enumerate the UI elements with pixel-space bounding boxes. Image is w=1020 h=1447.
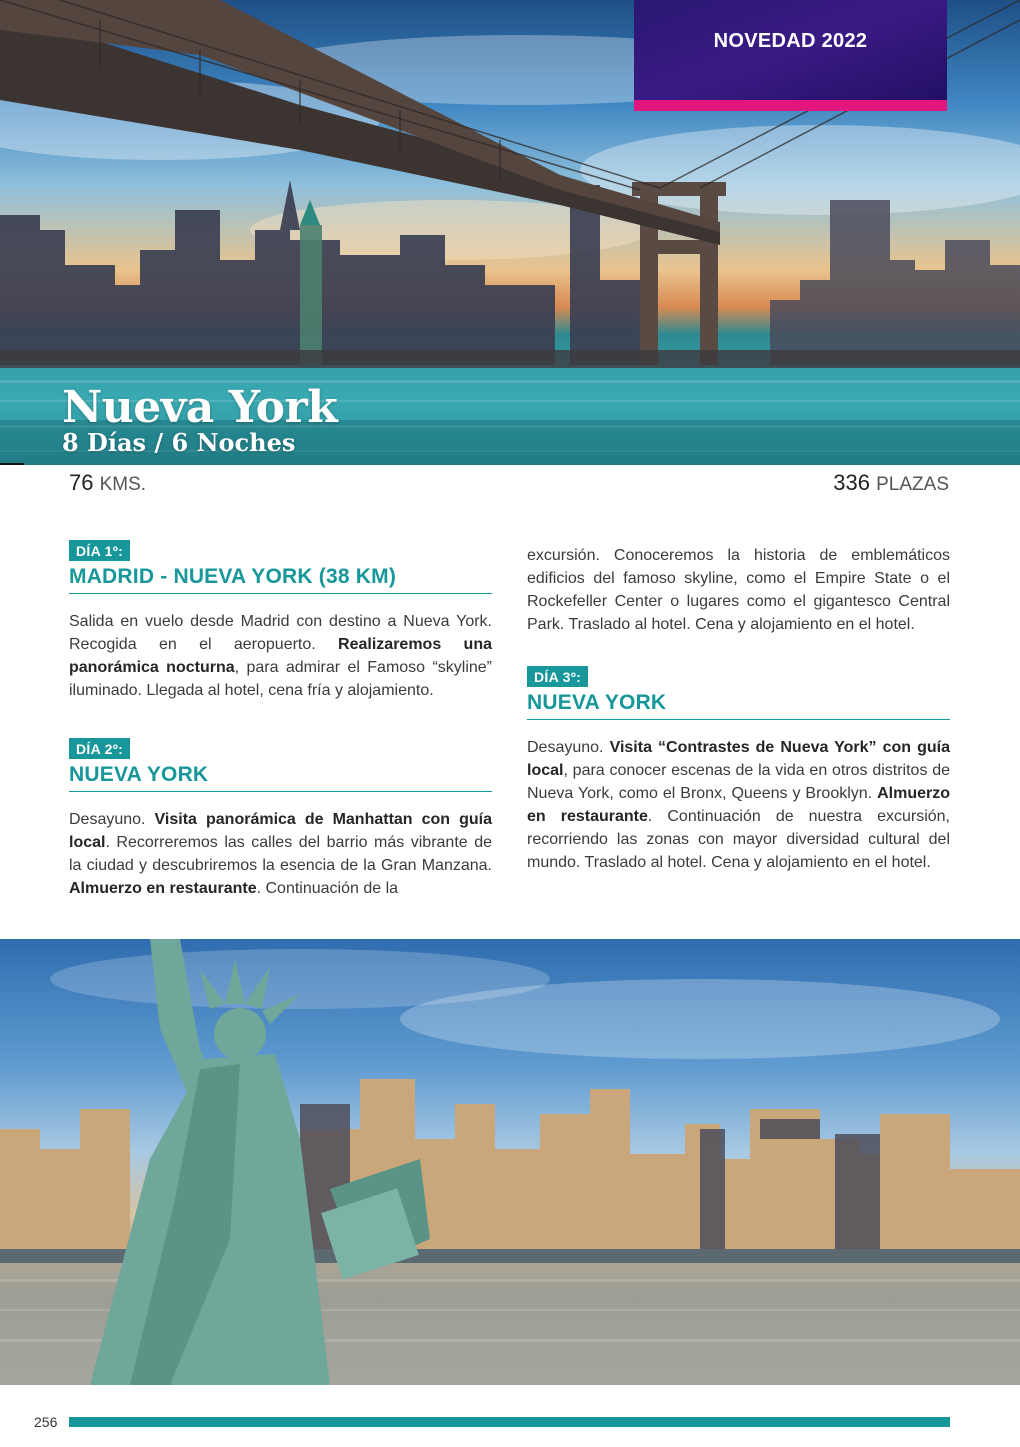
hero-corner-mark [0, 463, 24, 465]
text-run: . Continuación de la [256, 880, 399, 897]
plazas-value: 336 [833, 470, 870, 495]
day-2-description-continued: excursión. Conoceremos la historia de emblemáticos edificios del famoso skyline, como el Empire State o el Rockefeller Center o lugares como el gigantesco Central Park. Traslado al hotel. Cena y alojamiento en el hotel. [527, 547, 950, 633]
plazas-stat [833, 470, 949, 496]
day-1-title: MADRID - NUEVA YORK (38 KM) [69, 561, 492, 594]
day-2-section [69, 738, 492, 900]
statue-of-liberty-photo [0, 939, 1020, 1385]
day-3-description [527, 736, 950, 874]
day-2-continuation [527, 544, 950, 636]
bold-highlight: Almuerzo en restaurante [527, 785, 950, 825]
day-3-section [527, 666, 950, 874]
day-3-tag: DÍA 3º: [527, 666, 588, 687]
bold-highlight: Visita panorámica de Manhattan con guía local [69, 811, 492, 851]
kms-unit: KMS. [99, 474, 147, 495]
novedad-badge [634, 0, 947, 100]
bold-highlight: Realizaremos una panorámica nocturna [69, 636, 492, 676]
text-run: , para conocer escenas de la vida en otros distritos de Nueva York, como el Bronx, Queens y Brooklyn. [527, 762, 950, 802]
text-run: Salida en vuelo desde Madrid con destino a Nueva York. Recogida en el aeropuerto. [69, 613, 492, 653]
text-run: Desayuno. [527, 739, 610, 756]
text-run: Desayuno. [69, 811, 155, 828]
trip-duration: 8 Días / 6 Noches [62, 428, 296, 457]
bold-highlight: Almuerzo en restaurante [69, 880, 257, 897]
text-run: . Recorreremos las calles del barrio más vibrante de la ciudad y descubriremos la esencia de la Gran Manzana. [69, 834, 492, 874]
badge-stripe [634, 100, 947, 111]
kms-value: 76 [69, 470, 94, 495]
bold-highlight: Visita “Contrastes de Nueva York” con guía local [527, 739, 951, 779]
day-1-tag: DÍA 1º: [69, 540, 130, 561]
day-3-title: NUEVA YORK [527, 687, 950, 720]
novedad-badge-label: NOVEDAD 2022 [713, 29, 868, 52]
day-1-description [69, 610, 492, 702]
plazas-unit: PLAZAS [876, 474, 949, 495]
text-run: , para admirar el Famoso “skyline” iluminado. Llegada al hotel, cena fría y alojamiento. [69, 659, 493, 699]
day-2-title: NUEVA YORK [69, 759, 492, 792]
bottom-image [0, 939, 1020, 1385]
page-number: 256 [34, 1414, 58, 1430]
footer-bar [69, 1417, 950, 1427]
day-1-section [69, 540, 492, 702]
day-2-description [69, 808, 492, 900]
itinerary-left-column [69, 540, 492, 936]
page-title: Nueva York [62, 382, 338, 433]
text-run: . Continuación de nuestra excursión, recorriendo las zonas con mayor diversidad cultural del mundo. Traslado al hotel. Cena y alojamiento en el hotel. [527, 808, 950, 871]
itinerary-right-column [527, 544, 950, 910]
day-2-tag: DÍA 2º: [69, 738, 130, 759]
kms-stat [69, 470, 146, 496]
